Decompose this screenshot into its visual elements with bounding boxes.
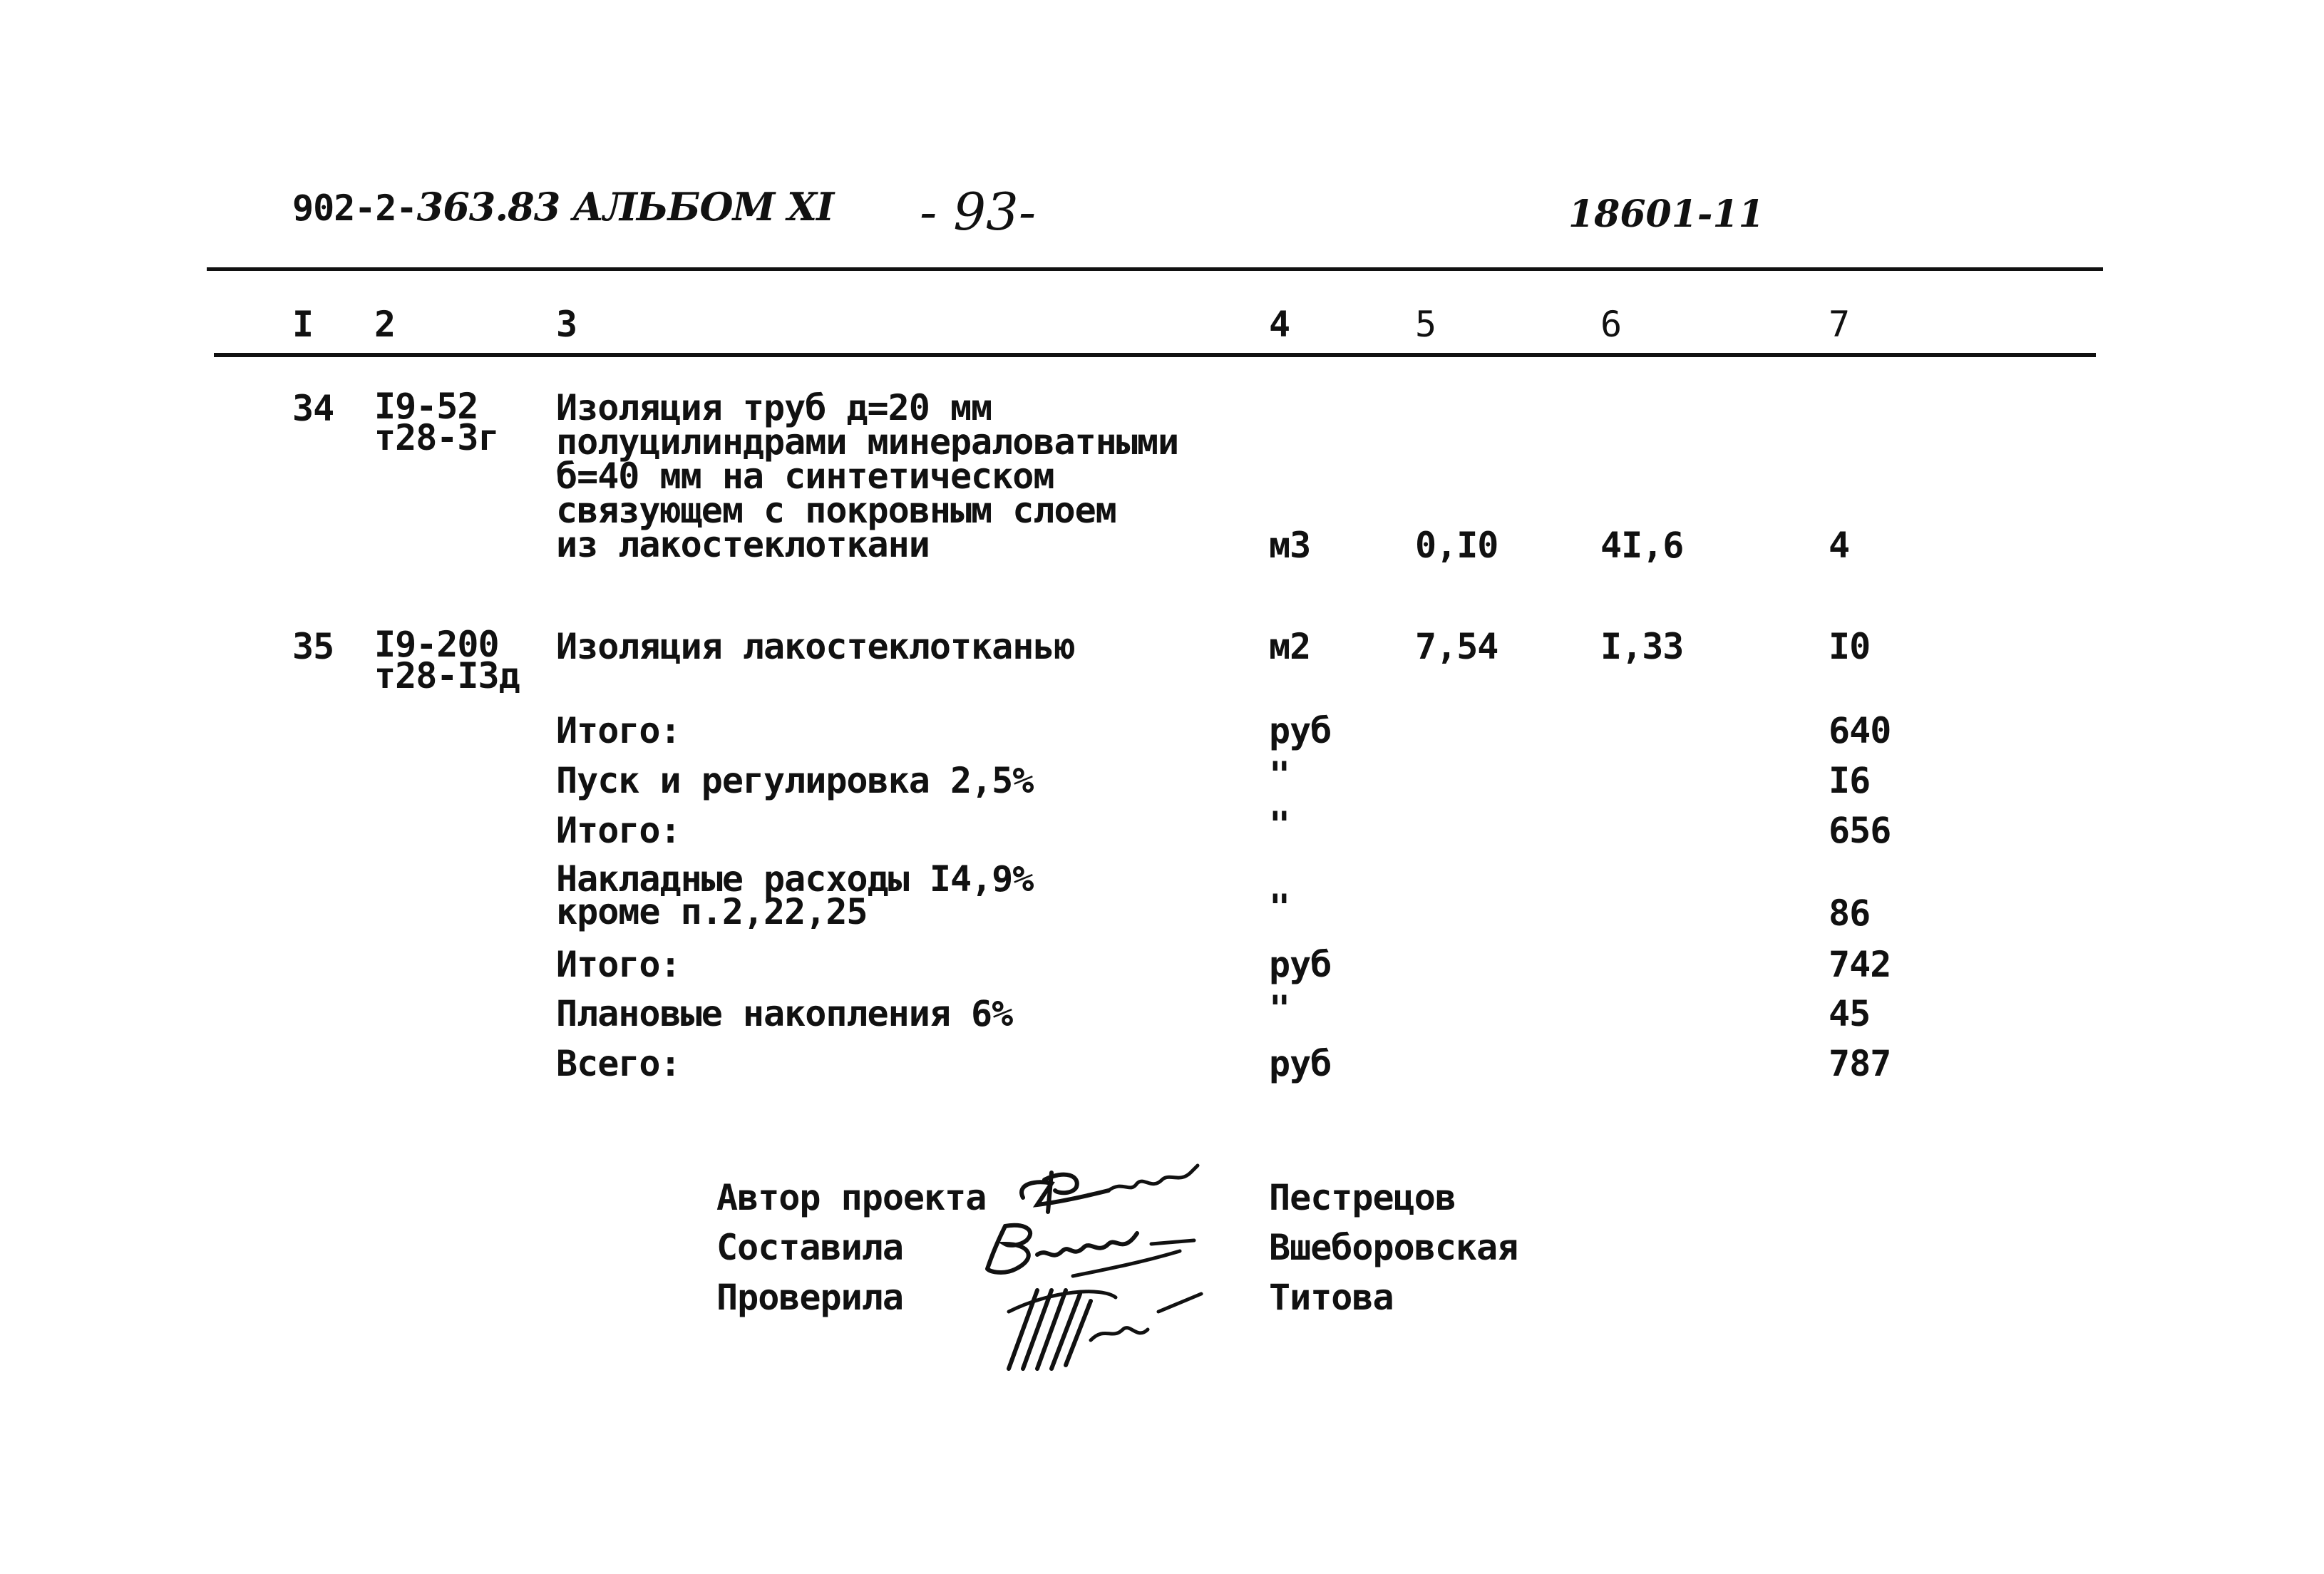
summary-value: 742 (1829, 944, 1891, 985)
summary-unit: " (1269, 754, 1290, 796)
summary-unit: руб (1269, 710, 1332, 751)
row-34-code: I9-52 т28-3г (374, 386, 499, 458)
row-35-price: I,33 (1600, 626, 1684, 667)
row-35-number: 35 (292, 626, 334, 667)
document-code-printed: 902-2- (292, 187, 417, 229)
summary-label: Плановые накопления 6% (556, 993, 1013, 1034)
column-header-6: 6 (1600, 304, 1622, 345)
row-35-code: I9-200 т28-I3д (374, 624, 520, 696)
document-code-handwritten: 363.83 АЛЬБОМ XI (416, 184, 834, 230)
summary-label: Итого: (556, 710, 681, 751)
signature-role: Составила (716, 1227, 903, 1268)
header-rule (214, 353, 2096, 357)
summary-label: Итого: (556, 944, 681, 985)
signature-name: Вшеборовская (1269, 1227, 1518, 1268)
row-34-price: 4I,6 (1600, 525, 1684, 566)
summary-unit: руб (1269, 1043, 1332, 1084)
row-34-number: 34 (292, 388, 334, 429)
summary-value: I6 (1829, 760, 1871, 801)
summary-value: 86 (1829, 893, 1871, 934)
column-header-7: 7 (1829, 304, 1850, 345)
column-header-4: 4 (1269, 304, 1290, 345)
summary-label: Накладные расходы I4,9% кроме п.2,22,25 (556, 858, 1034, 932)
page-number: - 93- (920, 182, 1037, 242)
signature-name: Титова (1269, 1277, 1394, 1318)
signature-name: Пестрецов (1269, 1177, 1456, 1218)
row-35-total: I0 (1829, 626, 1871, 667)
document-code (292, 184, 834, 230)
row-35-description: Изоляция лакостеклотканью (556, 626, 1075, 667)
row-34-unit: м3 (1269, 525, 1311, 566)
column-header-1: I (292, 304, 314, 345)
summary-label: Итого: (556, 810, 681, 851)
summary-label: Всего: (556, 1043, 681, 1084)
row-34-quantity: 0,I0 (1415, 525, 1498, 566)
signature-scribble-checker (987, 1262, 1215, 1376)
top-rule (207, 267, 2103, 271)
row-34-description: Изоляция труб д=20 мм полуцилиндрами минераловатными б=40 мм на синтетическом связующем с покровным слоем из лакостеклоткани (556, 387, 1179, 565)
summary-unit: " (1269, 804, 1290, 845)
column-header-5: 5 (1415, 304, 1436, 345)
summary-value: 787 (1829, 1043, 1891, 1084)
row-34-total: 4 (1829, 525, 1850, 566)
summary-unit: руб (1269, 944, 1332, 985)
column-header-3: 3 (556, 304, 577, 345)
signature-role: Автор проекта (716, 1177, 987, 1218)
row-35-unit: м2 (1269, 626, 1311, 667)
row-35-quantity: 7,54 (1415, 626, 1498, 667)
summary-value: 656 (1829, 810, 1891, 851)
summary-value: 640 (1829, 710, 1891, 751)
summary-label: Пуск и регулировка 2,5% (556, 760, 1034, 801)
inventory-number: 18601-11 (1568, 192, 1764, 236)
summary-unit: " (1269, 887, 1290, 928)
column-header-2: 2 (374, 304, 396, 345)
signature-role: Проверила (716, 1277, 903, 1318)
summary-value: 45 (1829, 993, 1871, 1034)
summary-unit: " (1269, 988, 1290, 1029)
